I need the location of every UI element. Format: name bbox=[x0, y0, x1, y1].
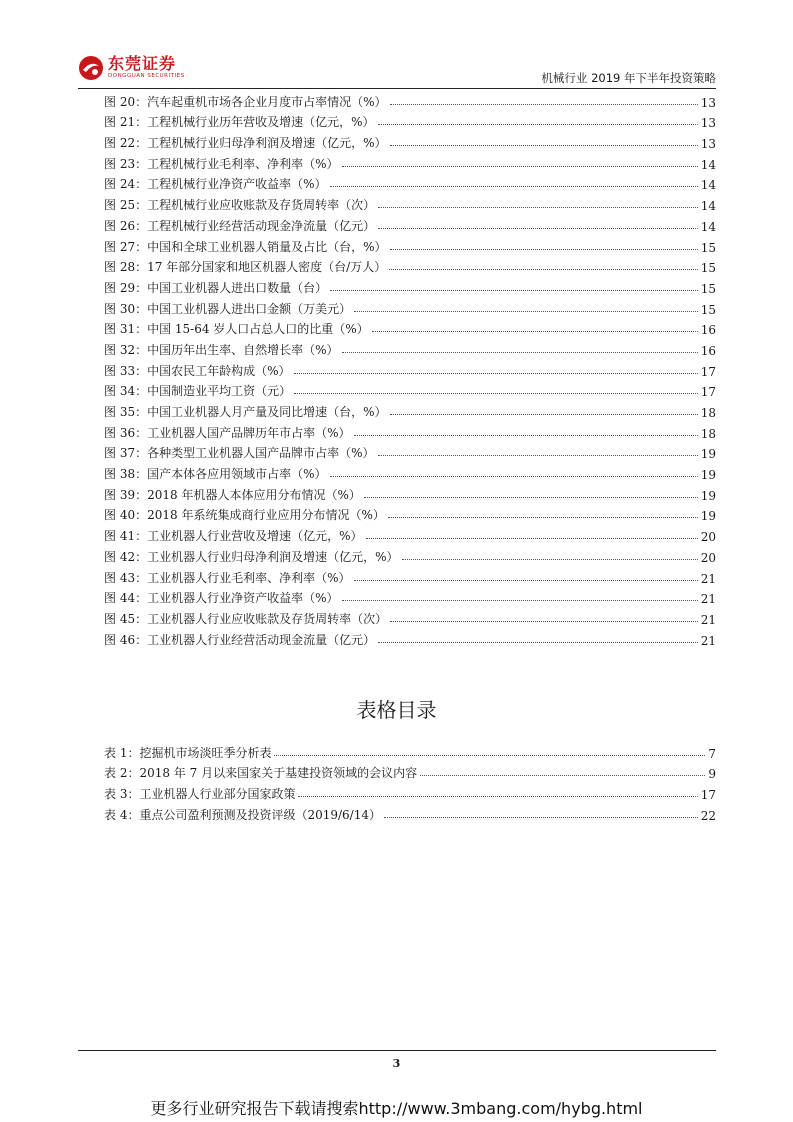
toc-dot-leader bbox=[378, 641, 698, 643]
toc-dot-leader bbox=[384, 816, 698, 818]
toc-entry-label: 表 2：2018 年 7 月以来国家关于基建投资领域的会议内容 bbox=[104, 766, 418, 781]
toc-dot-leader bbox=[390, 413, 698, 415]
company-logo bbox=[78, 52, 185, 84]
toc-dot-leader bbox=[420, 774, 705, 776]
toc-entry[interactable] bbox=[104, 213, 716, 234]
toc-entry[interactable] bbox=[104, 606, 716, 627]
toc-entry[interactable] bbox=[104, 110, 716, 131]
promo-text: 更多行业研究报告下载请搜索http://www.3mbang.com/hybg.html bbox=[150, 1099, 643, 1118]
toc-dot-leader bbox=[390, 248, 698, 250]
toc-entry-label: 图 36：工业机器人国产品牌历年市占率（%） bbox=[104, 425, 351, 440]
toc-entry-page: 16 bbox=[700, 343, 716, 358]
tables-section-title: 表格目录 bbox=[356, 698, 437, 722]
toc-entry[interactable] bbox=[104, 420, 716, 441]
toc-entry-page: 18 bbox=[700, 426, 716, 441]
logo-chinese-name: 东莞证券 bbox=[108, 54, 177, 74]
toc-entry-label: 图 31：中国 15-64 岁人口占总人口的比重（%） bbox=[104, 322, 369, 337]
toc-dot-leader bbox=[390, 103, 698, 105]
toc-entry[interactable] bbox=[104, 523, 716, 544]
toc-entry[interactable] bbox=[104, 761, 716, 782]
toc-dot-leader bbox=[390, 620, 698, 622]
toc-dot-leader bbox=[364, 496, 698, 498]
toc-dot-leader bbox=[330, 475, 698, 477]
toc-entry[interactable] bbox=[104, 151, 716, 172]
toc-entry-page: 21 bbox=[700, 633, 716, 648]
toc-entry-label: 图 35：中国工业机器人月产量及同比增速（台，%） bbox=[104, 405, 387, 419]
page-number: 3 bbox=[392, 1057, 401, 1070]
toc-entry-page: 14 bbox=[700, 199, 716, 214]
toc-dot-leader bbox=[342, 165, 698, 167]
toc-entry-label: 图 39：2018 年机器人本体应用分布情况（%） bbox=[104, 487, 361, 502]
toc-entry[interactable] bbox=[104, 586, 716, 607]
toc-entry-label: 图 25：工程机械行业应收账款及存货周转率（次） bbox=[104, 198, 376, 213]
toc-entry-page: 15 bbox=[700, 281, 716, 296]
toc-entry-label: 图 46：工业机器人行业经营活动现金流量（亿元） bbox=[104, 632, 376, 647]
toc-entry-page: 17 bbox=[700, 788, 716, 803]
toc-entry[interactable] bbox=[104, 441, 716, 462]
toc-entry-label: 图 34：中国制造业平均工资（元） bbox=[104, 384, 292, 399]
toc-entry[interactable] bbox=[104, 275, 716, 296]
toc-entry[interactable] bbox=[104, 337, 716, 358]
toc-dot-leader bbox=[390, 144, 698, 146]
toc-entry-label: 图 45：工业机器人行业应收账款及存货周转率（次） bbox=[104, 611, 388, 626]
toc-dot-leader bbox=[378, 454, 698, 456]
toc-entry[interactable] bbox=[104, 482, 716, 503]
toc-entry[interactable] bbox=[104, 802, 716, 823]
toc-entry[interactable] bbox=[104, 740, 716, 761]
toc-dot-leader bbox=[366, 537, 698, 539]
toc-entry-label: 表 3：工业机器人行业部分国家政策 bbox=[104, 787, 296, 802]
toc-dot-leader bbox=[378, 227, 698, 229]
toc-entry-label: 图 42：工业机器人行业归母净利润及增速（亿元，%） bbox=[104, 549, 399, 564]
toc-entry[interactable] bbox=[104, 358, 716, 379]
toc-dot-leader bbox=[378, 123, 698, 125]
toc-entry[interactable] bbox=[104, 89, 716, 110]
toc-entry-page: 18 bbox=[700, 406, 716, 420]
toc-entry-label: 图 20：汽车起重机市场各企业月度市占率情况（%） bbox=[104, 94, 387, 109]
toc-dot-leader bbox=[378, 206, 698, 208]
toc-entry-page: 13 bbox=[700, 137, 716, 152]
toc-entry-page: 17 bbox=[700, 364, 716, 379]
toc-entry[interactable] bbox=[104, 234, 716, 255]
toc-entry-label: 图 23：工程机械行业毛利率、净利率（%） bbox=[104, 156, 339, 171]
toc-entry-label: 图 28：17 年部分国家和地区机器人密度（台/万人） bbox=[104, 260, 387, 275]
logo-english-name: DONGGUAN SECURITIES bbox=[108, 73, 185, 80]
toc-entry[interactable] bbox=[104, 461, 716, 482]
toc-entry[interactable] bbox=[104, 565, 716, 586]
toc-entry-label: 图 38：国产本体各应用领域市占率（%） bbox=[104, 467, 327, 482]
toc-entry[interactable] bbox=[104, 379, 716, 400]
toc-entry-page: 19 bbox=[700, 509, 716, 524]
logo-mark-icon bbox=[78, 55, 104, 81]
toc-entry-label: 图 29：中国工业机器人进出口数量（台） bbox=[104, 280, 328, 295]
toc-dot-leader bbox=[372, 330, 698, 332]
toc-entry-label: 图 32：中国历年出生率、自然增长率（%） bbox=[104, 342, 339, 357]
toc-entry-page: 19 bbox=[700, 468, 716, 483]
toc-entry-label: 图 40：2018 年系统集成商行业应用分布情况（%） bbox=[104, 508, 385, 523]
toc-entry-page: 13 bbox=[700, 95, 716, 110]
toc-dot-leader bbox=[330, 289, 698, 291]
toc-entry[interactable] bbox=[104, 544, 716, 565]
toc-dot-leader bbox=[274, 754, 705, 756]
toc-entry-page: 15 bbox=[700, 261, 716, 276]
toc-entry-label: 图 44：工业机器人行业净资产收益率（%） bbox=[104, 591, 339, 606]
toc-entry-page: 14 bbox=[700, 219, 716, 234]
toc-entry[interactable] bbox=[104, 399, 716, 420]
toc-entry-label: 图 22：工程机械行业归母净利润及增速（亿元，%） bbox=[104, 136, 387, 151]
toc-dot-leader bbox=[402, 558, 698, 560]
toc-entry-page: 19 bbox=[700, 447, 716, 462]
toc-entry-page: 14 bbox=[700, 178, 716, 193]
toc-dot-leader bbox=[354, 310, 698, 312]
toc-entry-page: 20 bbox=[700, 530, 716, 545]
toc-entry-page: 16 bbox=[700, 323, 716, 338]
toc-entry-page: 9 bbox=[708, 767, 716, 782]
footer-divider bbox=[78, 1050, 716, 1051]
toc-entry-label: 表 1：挖掘机市场淡旺季分析表 bbox=[104, 745, 272, 760]
figure-toc-list bbox=[104, 89, 716, 648]
toc-entry[interactable] bbox=[104, 255, 716, 276]
toc-entry[interactable] bbox=[104, 172, 716, 193]
toc-entry-label: 图 26：工程机械行业经营活动现金净流量（亿元） bbox=[104, 218, 376, 233]
toc-entry[interactable] bbox=[104, 503, 716, 524]
toc-entry-page: 14 bbox=[700, 157, 716, 172]
toc-entry-page: 7 bbox=[708, 746, 716, 761]
toc-entry-label: 表 4：重点公司盈利预测及投资评级（2019/6/14） bbox=[104, 807, 381, 822]
toc-dot-leader bbox=[298, 795, 697, 797]
toc-entry-page: 20 bbox=[700, 550, 716, 565]
toc-entry-label: 图 27：中国和全球工业机器人销量及占比（台，%） bbox=[104, 239, 387, 254]
toc-dot-leader bbox=[342, 599, 698, 601]
toc-entry-page: 22 bbox=[700, 808, 716, 823]
toc-entry-page: 19 bbox=[700, 488, 716, 503]
toc-entry-label: 图 37：各种类型工业机器人国产品牌市占率（%） bbox=[104, 446, 375, 461]
toc-entry-label: 图 33：中国农民工年龄构成（%） bbox=[104, 363, 291, 378]
page-header bbox=[78, 50, 716, 90]
toc-entry-label: 图 43：工业机器人行业毛利率、净利率（%） bbox=[104, 570, 351, 585]
report-title: 机械行业 2019 年下半年投资策略 bbox=[541, 71, 716, 85]
toc-dot-leader bbox=[330, 185, 698, 187]
toc-entry-page: 21 bbox=[700, 612, 716, 627]
toc-entry-page: 13 bbox=[700, 116, 716, 131]
toc-entry[interactable] bbox=[104, 781, 716, 802]
toc-entry[interactable] bbox=[104, 317, 716, 338]
toc-entry[interactable] bbox=[104, 130, 716, 151]
toc-dot-leader bbox=[389, 268, 698, 270]
toc-entry-page: 21 bbox=[700, 571, 716, 586]
toc-entry-page: 17 bbox=[700, 385, 716, 400]
toc-entry[interactable] bbox=[104, 627, 716, 648]
toc-dot-leader bbox=[342, 351, 698, 353]
toc-entry[interactable] bbox=[104, 192, 716, 213]
table-toc-list bbox=[104, 740, 716, 823]
toc-dot-leader bbox=[388, 516, 698, 518]
toc-dot-leader bbox=[354, 434, 698, 436]
toc-entry-page: 21 bbox=[700, 592, 716, 607]
toc-entry-label: 图 30：中国工业机器人进出口金额（万美元） bbox=[104, 301, 352, 316]
toc-dot-leader bbox=[294, 372, 698, 374]
toc-entry-label: 图 24：工程机械行业净资产收益率（%） bbox=[104, 177, 327, 192]
toc-entry[interactable] bbox=[104, 296, 716, 317]
toc-dot-leader bbox=[354, 579, 698, 581]
toc-entry-label: 图 21：工程机械行业历年营收及增速（亿元，%） bbox=[104, 115, 375, 130]
toc-entry-page: 15 bbox=[700, 302, 716, 317]
toc-entry-page: 15 bbox=[700, 240, 716, 255]
toc-dot-leader bbox=[294, 392, 698, 394]
toc-entry-label: 图 41：工业机器人行业营收及增速（亿元，%） bbox=[104, 529, 363, 544]
